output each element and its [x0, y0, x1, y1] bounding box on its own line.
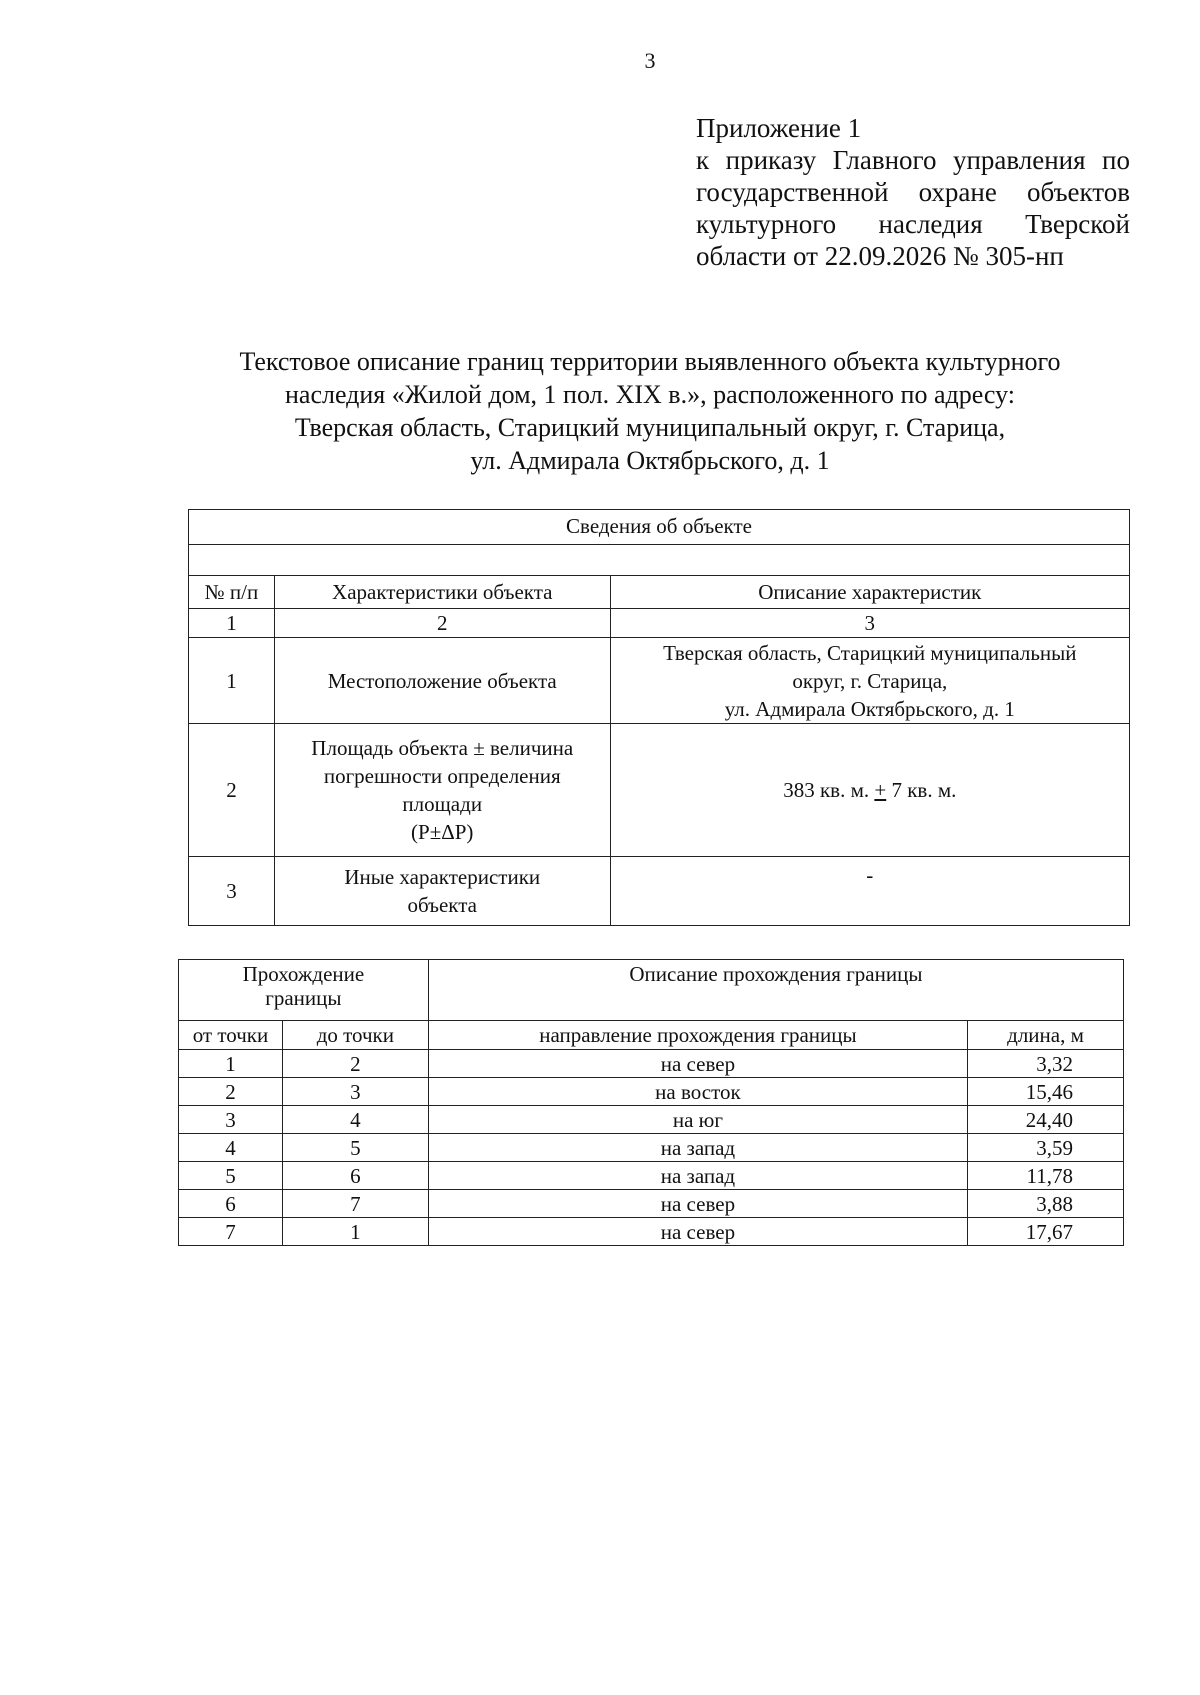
table-caption: Сведения об объекте [189, 510, 1130, 545]
cell-line: округ, г. Старица, [792, 668, 948, 693]
length: 3,59 [968, 1134, 1124, 1162]
to-point: 2 [282, 1050, 428, 1078]
cell-line: Местоположение объекта [327, 668, 557, 693]
column-number: 1 [189, 609, 275, 638]
direction: на север [428, 1218, 967, 1246]
area-error: 7 кв. м. [886, 778, 957, 802]
characteristic-cell [274, 638, 610, 724]
direction: на север [428, 1050, 967, 1078]
appendix-line: культурного наследия Тверской [696, 209, 1130, 239]
column-header-length: длина, м [968, 1021, 1124, 1050]
cell-line: ул. Адмирала Октябрьского, д. 1 [724, 696, 1015, 721]
column-header-description: Описание характеристик [610, 576, 1129, 609]
to-point: 3 [282, 1078, 428, 1106]
column-number: 3 [610, 609, 1129, 638]
direction: на север [428, 1190, 967, 1218]
column-header-from: от точки [179, 1021, 283, 1050]
from-point: 7 [179, 1218, 283, 1246]
column-number: 2 [274, 609, 610, 638]
row-number: 1 [189, 638, 275, 724]
cell-line: (P±ΔP) [411, 820, 474, 844]
length: 3,32 [968, 1050, 1124, 1078]
document-title [150, 345, 1150, 477]
table-row [179, 1134, 1124, 1162]
from-point: 3 [179, 1106, 283, 1134]
appendix-line: государственной охране объектов [696, 177, 1130, 207]
appendix-line: Приложение 1 [696, 113, 862, 143]
cell-line: площади [402, 792, 483, 816]
appendix-line: к приказу Главного управления по [696, 145, 1130, 175]
title-line: наследия «Жилой дом, 1 пол. XIX в.», расположенного по адресу: [284, 380, 1016, 409]
direction: на запад [428, 1134, 967, 1162]
from-point: 1 [179, 1050, 283, 1078]
appendix-block [696, 112, 1130, 272]
from-point: 4 [179, 1134, 283, 1162]
table-row [179, 1162, 1124, 1190]
from-point: 2 [179, 1078, 283, 1106]
plus-minus-sign: + [874, 778, 887, 802]
appendix-line: области от 22.09.2026 № 305-нп [696, 241, 1064, 271]
column-header-direction: направление прохождения границы [428, 1021, 967, 1050]
characteristic-cell [274, 857, 610, 926]
from-point: 6 [179, 1190, 283, 1218]
cell-line: погрешности определения [323, 764, 561, 788]
passage-header [179, 960, 429, 1021]
description-cell [610, 724, 1129, 857]
characteristic-cell [274, 724, 610, 857]
table-row [189, 724, 1130, 857]
boundary-table [178, 959, 1124, 1246]
column-header-number: № п/п [189, 576, 275, 609]
direction: на восток [428, 1078, 967, 1106]
length: 3,88 [968, 1190, 1124, 1218]
page-number: 3 [644, 48, 656, 73]
title-line: Тверская область, Старицкий муниципальный округ, г. Старица, [294, 413, 1006, 442]
length: 15,46 [968, 1078, 1124, 1106]
to-point: 6 [282, 1162, 428, 1190]
from-point: 5 [179, 1162, 283, 1190]
table-row [189, 857, 1130, 926]
table-row [179, 1218, 1124, 1246]
description-cell [610, 638, 1129, 724]
title-line: ул. Адмирала Октябрьского, д. 1 [470, 446, 830, 475]
cell-line: Иные характеристики [344, 865, 541, 889]
to-point: 1 [282, 1218, 428, 1246]
table-row [189, 638, 1130, 724]
length: 11,78 [968, 1162, 1124, 1190]
cell-line: границы [265, 986, 342, 1010]
cell-line: Площадь объекта ± величина [311, 736, 574, 760]
row-number: 3 [189, 857, 275, 926]
table-row [179, 1050, 1124, 1078]
cell-line: Тверская область, Старицкий муниципальный [663, 640, 1077, 665]
length: 24,40 [968, 1106, 1124, 1134]
to-point: 4 [282, 1106, 428, 1134]
empty-row [189, 545, 1130, 576]
column-header-characteristic: Характеристики объекта [274, 576, 610, 609]
row-number: 2 [189, 724, 275, 857]
direction: на запад [428, 1162, 967, 1190]
to-point: 5 [282, 1134, 428, 1162]
to-point: 7 [282, 1190, 428, 1218]
column-header-to: до точки [282, 1021, 428, 1050]
description-cell: - [610, 857, 1129, 926]
area-value: 383 кв. м. [783, 778, 875, 802]
object-info-table [188, 509, 1130, 926]
length: 17,67 [968, 1218, 1124, 1246]
cell-line: объекта [407, 893, 477, 917]
direction: на юг [428, 1106, 967, 1134]
table-row [179, 1106, 1124, 1134]
table-row [179, 1078, 1124, 1106]
cell-line: Прохождение [242, 962, 365, 986]
table-row [179, 1190, 1124, 1218]
description-header: Описание прохождения границы [428, 960, 1123, 1021]
title-line: Текстовое описание границ территории выявленного объекта культурного [239, 347, 1061, 376]
